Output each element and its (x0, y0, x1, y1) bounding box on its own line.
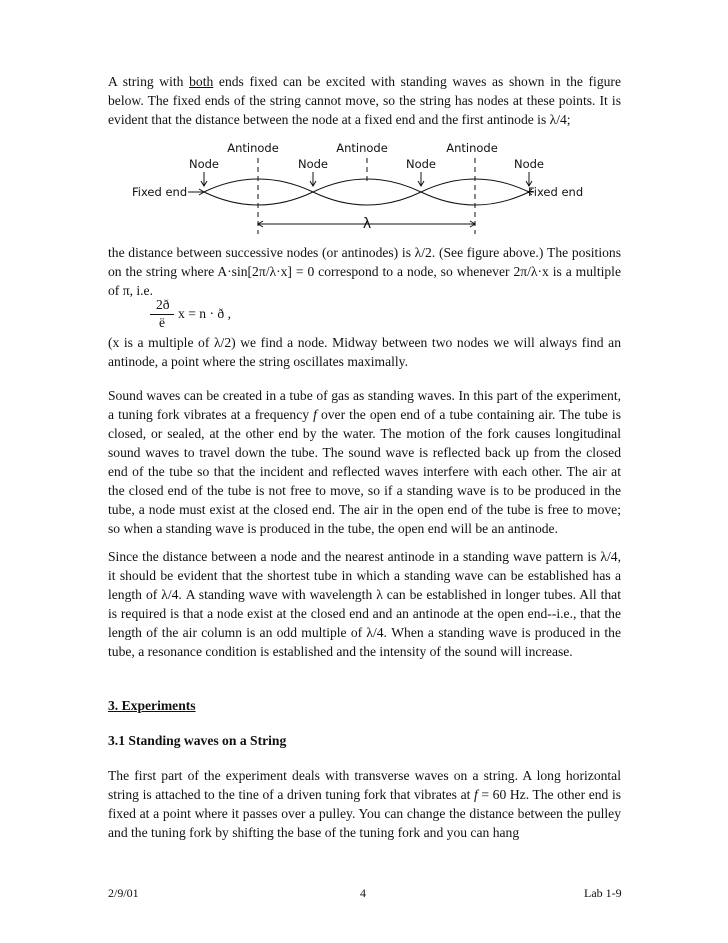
node-spacing-paragraph: the distance between successive nodes (or antinodes) is λ/2. (See figure above.) The positions on the string where A·sin[2π/λ·x] = 0 correspond to a node, so whenever 2π/λ·x is a multiple of π, i.e. (108, 245, 621, 298)
antinode-label: Antinode (227, 141, 279, 155)
wave-envelope (204, 179, 529, 205)
experiment-text-start: The first part of the experiment deals with transverse waves on a string. A long horizontal string is attached to the tine of a driven tuning fork that vibrates at (108, 768, 621, 802)
intro-underlined-word: both (189, 74, 214, 89)
standing-wave-figure (108, 138, 621, 238)
formula-denominator: ë (159, 315, 166, 330)
node-label: Node (297, 157, 329, 171)
sound-waves-paragraph (108, 386, 621, 538)
footer-date: 2/9/01 (108, 886, 139, 900)
node-label: Node (405, 157, 437, 171)
frequency-symbol: f (474, 787, 478, 802)
node-label: Node (513, 157, 545, 171)
intro-text-rest: ends fixed can be excited with standing waves as shown in the figure below. The fixed ends of the string cannot move, so the string has nodes at these points. It is evident that the distance between the node at a fixed end and the first antinode is λ/4; (108, 74, 621, 127)
footer-lab-id: Lab 1-9 (584, 886, 622, 900)
footer-page-number: 4 (360, 886, 366, 900)
section-heading: 3. Experiments (108, 698, 196, 713)
formula-numerator: 2ð (156, 297, 170, 312)
node-arrows (188, 172, 534, 195)
antinode-paragraph: (x is a multiple of λ/2) we find a node. Midway between two nodes we will always find an antinode, a point where the string oscillates maximally. (108, 335, 621, 369)
intro-paragraph (108, 72, 621, 129)
fixed-end-left-label: Fixed end (132, 185, 188, 199)
experiment-text-rest: = 60 Hz. The other end is fixed at a point where it passes over a pulley. You can change the distance between the pulley and the tuning fork by shifting the base of the tuning fork and you can hang (108, 787, 622, 840)
antinode-label: Antinode (336, 141, 388, 155)
frequency-symbol: f (313, 407, 317, 422)
sound-text-rest: over the open end of a tube containing air. The tube is closed, or sealed, at the other end by the water. The motion of the fork causes longitudinal sound waves to travel down the tube. The sound wave is reflected back up from the closed end of the tube so that the incident and reflected waves interfere with each other. The air at the closed end of the tube is not free to move, so if a standing wave is to be produced in the tube, a node must exist at the closed end. The air in the open end of the tube is free to move; so when a standing wave is produced in the tube, the open end will be an antinode. (108, 407, 621, 536)
node-condition-formula (150, 297, 231, 333)
wavelength-label: λ (362, 216, 372, 232)
document-page (108, 0, 621, 943)
intro-text-start: A string with (108, 74, 190, 89)
formula-rhs: x = n · ð , (178, 306, 231, 321)
experiment-paragraph (108, 766, 621, 842)
sound-text-start: Sound waves can be created in a tube of gas as standing waves. In this part of the experiment, a tuning fork vibrates at a frequency (108, 388, 621, 422)
resonance-paragraph: Since the distance between a node and the nearest antinode in a standing wave pattern is λ/4, it should be evident that the shortest tube in which a standing wave can be established has a length of λ/4. A standing wave with wavelength λ can be established in longer tubes. All that is required is that a node exist at the closed end and an antinode at the open end--i.e., that the length of the air column is an odd multiple of λ/4. When a standing wave is produced in the tube, a resonance condition is established and the intensity of the sound will increase. (108, 549, 621, 659)
subsection-heading: 3.1 Standing waves on a String (108, 733, 287, 748)
node-label: Node (188, 157, 220, 171)
antinode-label: Antinode (446, 141, 498, 155)
fixed-end-right-label: Fixed end (528, 185, 584, 199)
